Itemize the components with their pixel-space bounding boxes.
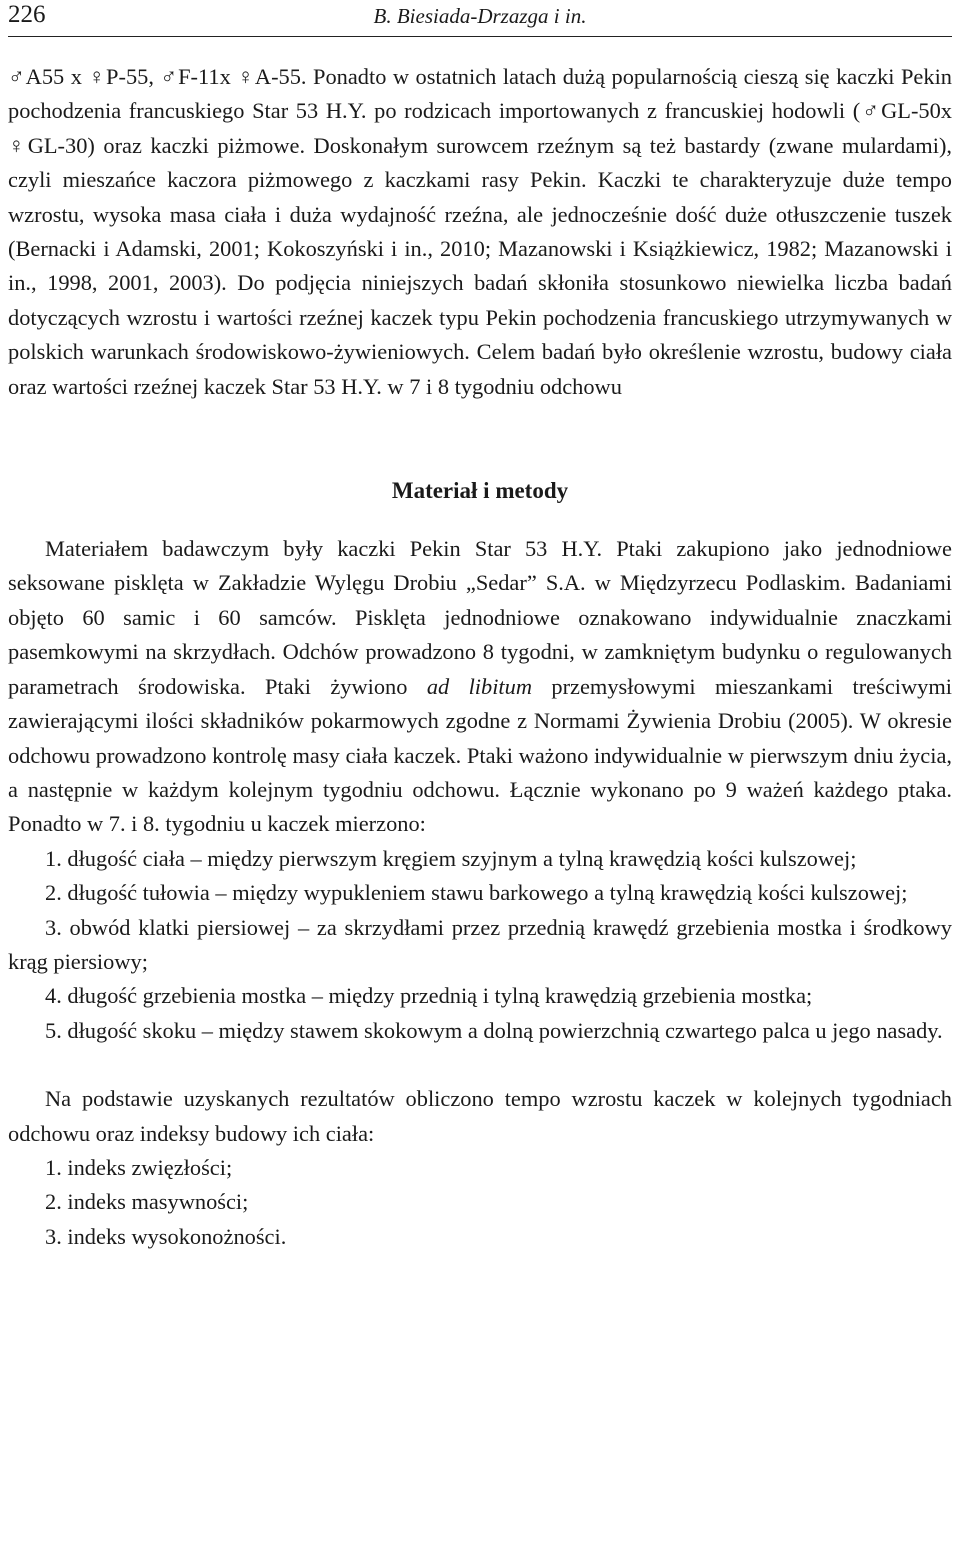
methods-text-italic: ad libitum bbox=[426, 673, 533, 699]
measurements-list bbox=[8, 842, 952, 1048]
page-number: 226 bbox=[8, 1, 46, 28]
indices-list bbox=[8, 1151, 952, 1254]
indices-paragraph: Na podstawie uzyskanych rezultatów obliczono tempo wzrostu kaczek w kolejnych tygodniach odchowu oraz indeksy budowy ich ciała: bbox=[8, 1086, 952, 1146]
methods-text-start: Materiałem badawczym były kaczki Pekin Star 53 H.Y. Ptaki zakupiono jako jednodniowe seksowane pisklęta w Zakładzie Wylęgu Drobiu „Sedar” S.A. w Międzyrzecu Podlaskim. Badaniami objęto 60 samic i 60 samców. Pisklęta jednodniowe oznakowano indywidualnie znaczkami pasemkowymi na skrzydłach. Odchów prowadzono 8 tygodni, w zamkniętym budynku o regulowanych parametrach środowiska. Ptaki żywiono bbox=[8, 536, 952, 699]
index-item: 1. indeks zwięzłości; bbox=[45, 1154, 233, 1180]
methods-text-end: przemysłowymi mieszankami treściwymi zawierającymi ilości składników pokarmowych zgodne z Normami Żywienia Drobiu (2005). W okresie odchowu prowadzono kontrolę masy ciała kaczek. Ptaki ważono indywidualnie w pierwszym dniu życia, a następnie w każdym kolejnym tygodniu odchowu. Łącznie wykonano po 9 ważeń każdego ptaka. Ponadto w 7. i 8. tygodniu u kaczek mierzono: bbox=[8, 673, 952, 837]
index-item: 2. indeks masywności; bbox=[45, 1189, 249, 1215]
page-body bbox=[8, 60, 952, 1254]
index-item: 3. indeks wysokonożności. bbox=[45, 1223, 287, 1249]
methods-paragraph bbox=[8, 532, 952, 842]
measurement-item: 2. długość tułowia – między wypukleniem stawu barkowego a tylną krawędzią kości kulszowej; bbox=[45, 880, 908, 906]
measurement-item: 4. długość grzebienia mostka – między przednią i tylną krawędzią grzebienia mostka; bbox=[45, 983, 813, 1009]
page-header bbox=[8, 0, 952, 37]
measurement-item: 3. obwód klatki piersiowej – za skrzydłami przez przednią krawędź grzebienia mostka i środkowy krąg piersiowy; bbox=[8, 914, 952, 974]
intro-paragraph: ♂A55 x ♀P-55, ♂F-11x ♀A-55. Ponadto w ostatnich latach dużą popularnością cieszą się kaczki Pekin pochodzenia francuskiego Star 53 H.Y. po rodzicach importowanych z francuskiej hodowli (♂GL-50x ♀GL-30) oraz kaczki piżmowe. Doskonałym surowcem rzeźnym są też bastardy (zwane mulardami), czyli mieszańce kaczora piżmowego z kaczkami rasy Pekin. Kaczki te charakteryzuje duże tempo wzrostu, wysoka masa ciała i duża wydajność rzeźna, ale jednocześnie dość duże otłuszczenie tuszek (Bernacki i Adamski, 2001; Kokoszyński i in., 2010; Mazanowski i Książkiewicz, 1982; Mazanowski i in., 1998, 2001, 2003). Do podjęcia niniejszych badań skłoniła stosunkowo niewielka liczba badań dotyczących wzrostu i wartości rzeźnej kaczek typu Pekin pochodzenia francuskiego utrzymywanych w polskich warunkach środowiskowo-żywieniowych. Celem badań było określenie wzrostu, budowy ciała oraz wartości rzeźnej kaczek Star 53 H.Y. w 7 i 8 tygodniu odchowu bbox=[8, 64, 952, 399]
measurement-item: 1. długość ciała – między pierwszym kręgiem szyjnym a tylną krawędzią kości kulszowej; bbox=[45, 845, 857, 871]
section-heading: Materiał i metody bbox=[391, 478, 569, 504]
measurement-item: 5. długość skoku – między stawem skokowym a dolną powierzchnią czwartego palca u jego nasady. bbox=[45, 1017, 943, 1043]
running-head: B. Biesiada-Drzazga i in. bbox=[373, 4, 587, 28]
